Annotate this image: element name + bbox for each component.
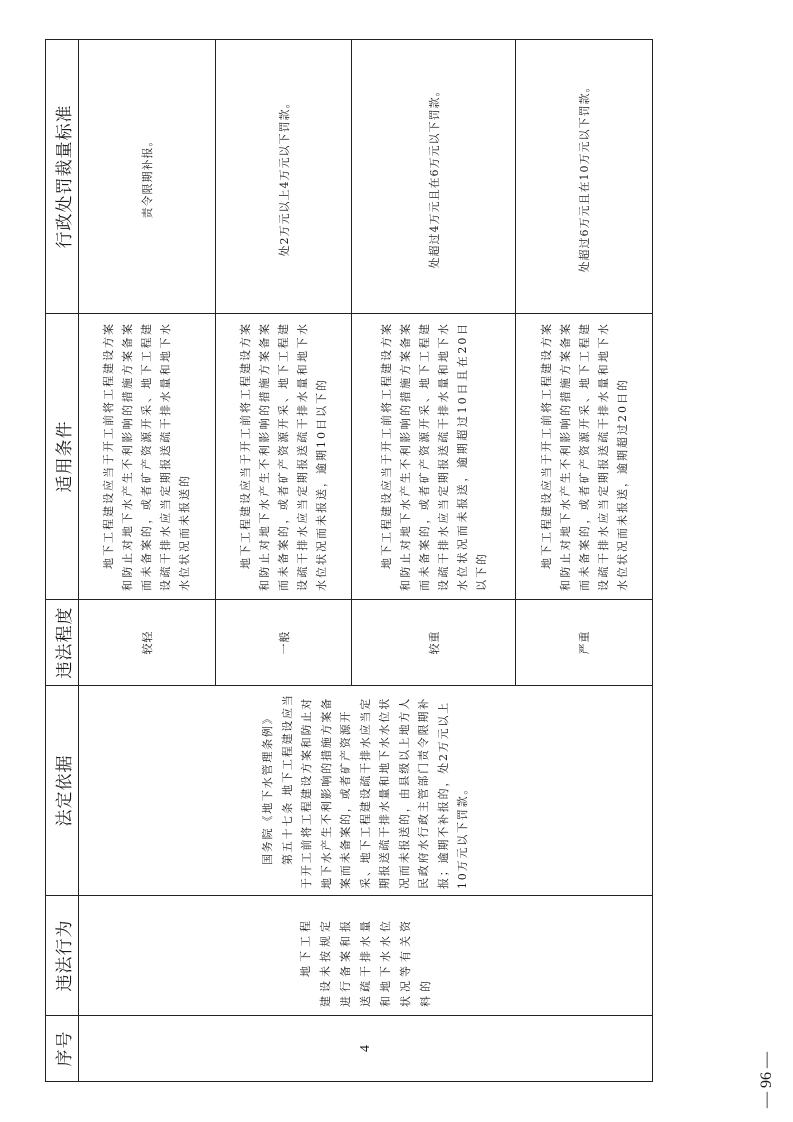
basis-article: 第五十七条 地下工程建设应当于开工前将工程建设方案和防止对地下水产生不利影响的措施方案备案而未备案的，或者矿产资源开采、地下工程建设疏干排水应当定期报送疏干排水量和地下水水位状况而未报送的，由县级以上地方人民政府水行政主管部门责令限期补报；逾期不补报的，处2万元以上10万元以下罚款。	[280, 693, 470, 889]
header-seq: 序号	[46, 1016, 79, 1082]
condition-cell	[215, 314, 352, 600]
basis-title: 国务院《地下水管理条例》	[261, 711, 275, 865]
condition-text: 地下工程建设应当于开工前将工程建设方案和防止对地下水产生不利影响的措施方案备案而未备案的，或者矿产资源开采、地下工程建设疏干排水应当定期报送疏干排水量和地下水水位状况而未报送，逾期超过20日的	[539, 322, 629, 591]
header-behavior: 违法行为	[46, 896, 79, 1016]
condition-text: 地下工程建设应当于开工前将工程建设方案和防止对地下水产生不利影响的措施方案备案而未备案的，或者矿产资源开采、地下工程建设疏干排水应当定期报送疏干排水量和地下水水位状况而未报送，逾期10日以下的	[239, 322, 329, 591]
landscape-page	[45, 40, 653, 1082]
condition-text: 地下工程建设应当于开工前将工程建设方案和防止对地下水产生不利影响的措施方案备案而未备案的，或者矿产资源开采、地下工程建设疏干排水应当定期报送疏干排水量和地下水水位状况而未报送的	[102, 322, 192, 591]
header-row	[46, 40, 79, 1082]
behavior-cell	[79, 896, 653, 1016]
degree-cell: 严重	[516, 600, 653, 686]
header-degree: 违法程度	[46, 600, 79, 686]
basis-text	[258, 686, 473, 895]
table-row	[79, 40, 216, 1082]
page-number-text: — 96 —	[758, 1052, 775, 1108]
header-standard: 行政处罚裁量标准	[46, 40, 79, 314]
basis-cell	[79, 686, 653, 896]
condition-cell	[516, 314, 653, 600]
header-condition: 适用条件	[46, 314, 79, 600]
degree-cell: 较轻	[79, 600, 216, 686]
condition-cell	[79, 314, 216, 600]
seq-cell: 4	[79, 1016, 653, 1082]
standard-cell: 处超过6万元且在10万元以下罚款。	[516, 40, 653, 314]
penalty-table	[45, 39, 653, 1082]
page-number	[748, 1040, 788, 1120]
standard-cell: 责令限期补报。	[79, 40, 216, 314]
header-basis: 法定依据	[46, 686, 79, 896]
standard-cell: 处超过4万元且在6万元以下罚款。	[352, 40, 516, 314]
degree-cell: 一般	[215, 600, 352, 686]
behavior-text: 地下工程建设未按规定进行备案和报送疏干排水量和地下水水位状况等有关资料的	[298, 917, 432, 1007]
condition-text: 地下工程建设应当于开工前将工程建设方案和防止对地下水产生不利影响的措施方案备案而未备案的，或者矿产资源开采、地下工程建设疏干排水应当定期报送疏干排水量和地下水水位状况而未报送，逾期超过10日且在20日以下的	[379, 322, 488, 591]
condition-cell	[352, 314, 516, 600]
standard-cell: 处2万元以上4万元以下罚款。	[215, 40, 352, 314]
degree-cell: 较重	[352, 600, 516, 686]
